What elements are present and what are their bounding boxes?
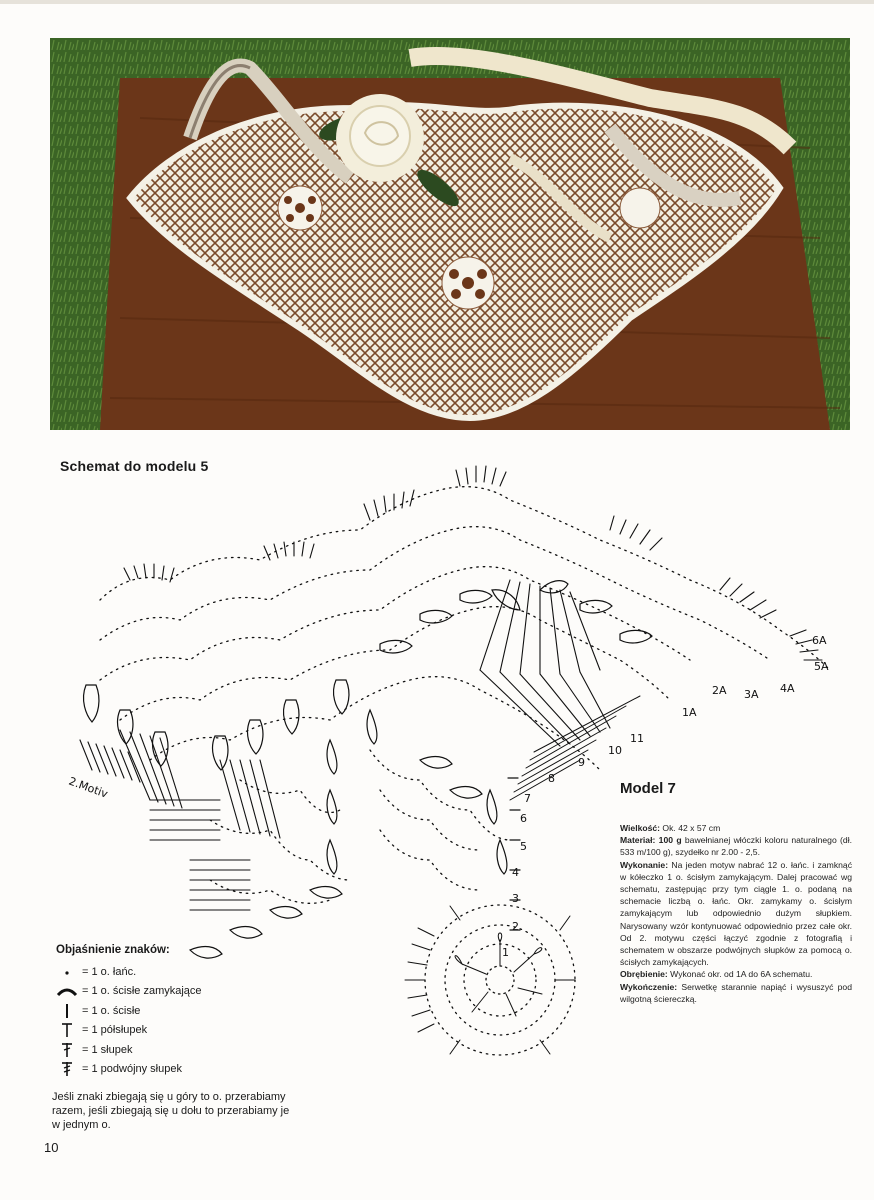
chain-stitch-icon xyxy=(56,967,78,977)
edging-paragraph: Obrębienie: Wykonać okr. od 1A do 6A schematu. xyxy=(620,969,813,980)
legend-item: = 1 o. ścisłe zamykające xyxy=(56,982,306,1002)
label-motif: 2.Motiv xyxy=(66,774,110,801)
model-title: Model 7 xyxy=(620,780,676,797)
label-round-11: 11 xyxy=(630,732,644,745)
model-description xyxy=(620,822,852,1005)
legend-item: = 1 półsłupek xyxy=(56,1021,306,1041)
label-round-9: 9 xyxy=(578,756,585,769)
finish-paragraph: Wykończenie: Serwetkę starannie napiąć i wysuszyć pod wilgotną ściereczką. xyxy=(620,981,852,1004)
label-1a: 1A xyxy=(682,706,697,719)
double-crochet-icon xyxy=(56,1042,78,1058)
label-4a: 4A xyxy=(780,682,795,695)
label-round-3: 3 xyxy=(512,892,519,905)
label-round-10: 10 xyxy=(608,744,622,757)
label-round-4: 4 xyxy=(512,866,519,879)
size-paragraph: Wielkość: Ok. 42 x 57 cm xyxy=(620,823,721,833)
single-crochet-icon xyxy=(56,1003,78,1019)
label-round-5: 5 xyxy=(520,840,527,853)
legend-item: = 1 o. łańc. xyxy=(56,962,306,982)
label-2a: 2A xyxy=(712,684,727,697)
page-edge xyxy=(0,0,874,4)
material-paragraph: Materiał: 100 g bawełnianej włóczki koloru naturalnego (dł. 533 m/100 g), szydełko nr 2.00 - 2,5. xyxy=(620,835,852,858)
label-round-7: 7 xyxy=(524,792,531,805)
legend-title: Objaśnienie znaków: xyxy=(56,944,170,956)
slip-stitch-icon xyxy=(56,985,78,997)
label-round-6: 6 xyxy=(520,812,527,825)
half-double-icon xyxy=(56,1022,78,1038)
label-3a: 3A xyxy=(744,688,759,701)
legend-item: = 1 słupek xyxy=(56,1040,306,1060)
legend-item: = 1 podwójny słupek xyxy=(56,1060,306,1080)
treble-crochet-icon xyxy=(56,1061,78,1077)
doily-photo xyxy=(50,38,850,430)
label-round-1: 1 xyxy=(502,946,509,959)
legend-item: = 1 o. ścisłe xyxy=(56,1001,306,1021)
symbol-legend xyxy=(56,944,306,1079)
label-round-8: 8 xyxy=(548,772,555,785)
label-round-2: 2 xyxy=(512,920,519,933)
label-5a: 5A xyxy=(814,660,829,673)
legend-note: Jeśli znaki zbiegają się u góry to o. przerabiamy razem, jeśli zbiegają się u dołu to przerabiamy je w jednym o. xyxy=(52,1091,290,1131)
work-paragraph: Wykonanie: Na jeden motyw nabrać 12 o. łańc. i zamknąć w kółeczko 1 o. ścisłym zamykającym. Dalej pracować wg schematu, zastępując przy tym ciągle 1. o. podaną na schemacie liczbą o. łańc. Okr. zamykamy o. ścisłym zamykającym lub odpowiednio dużym słupkiem. Narysowany wzór kontynuować odpowiednio przez całe okr. Od 2. motywu części łączyć zgodnie z fotografią i schematem w obszarze podwójnych słupków za pomocą o. ścisłych zamykających. xyxy=(620,859,852,968)
page-number: 10 xyxy=(44,1140,59,1155)
label-6a: 6A xyxy=(812,634,827,647)
schema-title: Schemat do modelu 5 xyxy=(60,458,209,474)
